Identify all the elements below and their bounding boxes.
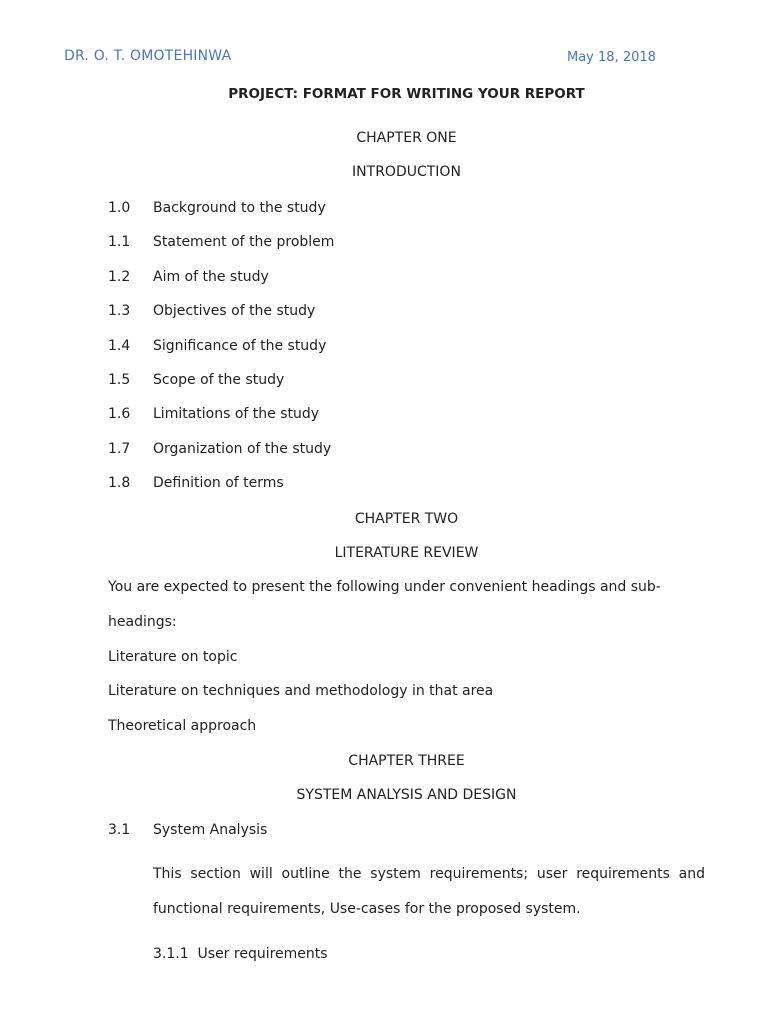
- list-item-text: Organization of the study: [153, 441, 332, 457]
- list-item-number: 1.1: [108, 234, 131, 250]
- chapter-three-heading: CHAPTER THREE: [348, 753, 465, 769]
- list-item-text: Statement of the problem: [153, 234, 335, 250]
- list-item-text: Aim of the study: [153, 269, 269, 285]
- section-title: System Analysis: [153, 822, 268, 838]
- list-item-number: 1.6: [108, 406, 131, 422]
- chapter-one-subheading: INTRODUCTION: [352, 164, 461, 180]
- chapter-one-heading: CHAPTER ONE: [356, 130, 457, 146]
- list-item-text: Objectives of the study: [153, 303, 316, 319]
- header-date: May 18, 2018: [567, 50, 656, 65]
- document-title: PROJECT: FORMAT FOR WRITING YOUR REPORT: [228, 86, 585, 102]
- list-item-text: Background to the study: [153, 200, 326, 216]
- list-item-number: 1.4: [108, 338, 131, 354]
- literature-item: Literature on techniques and methodology in that area: [108, 683, 494, 699]
- chapter-two-intro-line: headings:: [108, 614, 177, 630]
- list-item-number: 1.2: [108, 269, 131, 285]
- chapter-three-subheading: SYSTEM ANALYSIS AND DESIGN: [296, 787, 517, 803]
- list-item-number: 1.3: [108, 303, 131, 319]
- literature-item: Theoretical approach: [108, 718, 257, 734]
- subsection-title: 3.1.1 User requirements: [153, 946, 328, 962]
- list-item-text: Scope of the study: [153, 372, 285, 388]
- section-number: 3.1: [108, 822, 131, 838]
- list-item-text: Definition of terms: [153, 475, 284, 491]
- list-item-text: Significance of the study: [153, 338, 327, 354]
- list-item-number: 1.8: [108, 475, 131, 491]
- list-item-number: 1.7: [108, 441, 131, 457]
- list-item-text: Limitations of the study: [153, 406, 320, 422]
- list-item-number: 1.5: [108, 372, 131, 388]
- header-author: DR. O. T. OMOTEHINWA: [64, 48, 232, 64]
- chapter-two-subheading: LITERATURE REVIEW: [334, 545, 479, 561]
- literature-item: Literature on topic: [108, 649, 238, 665]
- chapter-two-heading: CHAPTER TWO: [354, 511, 459, 527]
- list-item-number: 1.0: [108, 200, 131, 216]
- chapter-two-intro-line: You are expected to present the following under convenient headings and sub-: [108, 579, 661, 595]
- section-paragraph: This section will outline the system requirements; user requirements and functional requirements, Use-cases for the proposed system.: [153, 866, 705, 917]
